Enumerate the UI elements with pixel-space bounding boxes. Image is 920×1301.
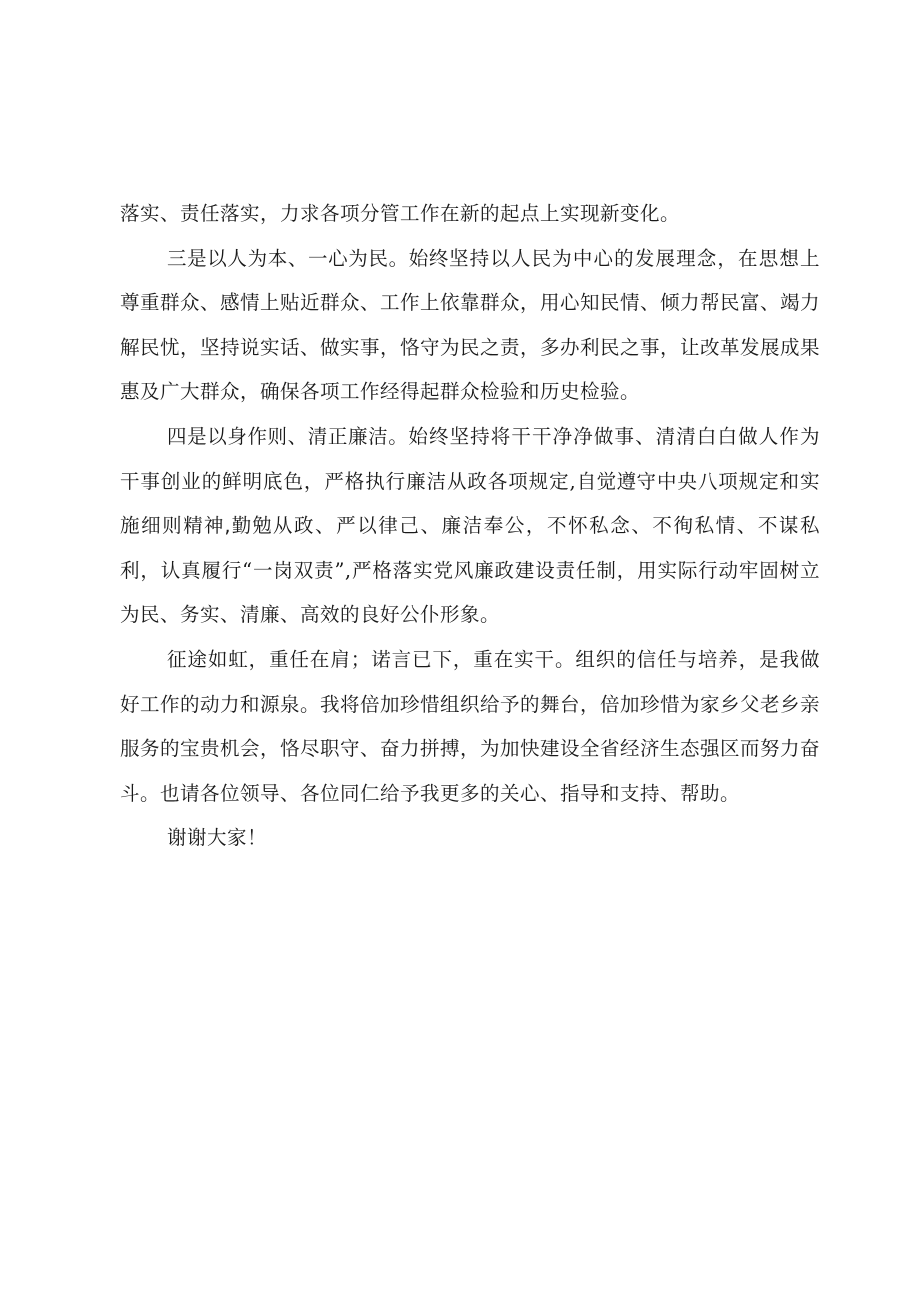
paragraph-text: 坚持以人民为中心的发展理念，在思想上尊重群众、感情上贴近群众、工作上依靠群众，用心知民情、倾力帮民富、竭力解民忧，坚持说实话、做实事，恪守为民之责，多办利民之事，让改革发展成果惠及广大群众，确保各项工作经得起群众检验和历史检验。 <box>120 246 821 404</box>
paragraph-text-sans: 自觉遵 <box>576 469 637 493</box>
paragraph-continuation <box>120 192 820 237</box>
paragraph-text: 始终坚持将干干净净做事、清清白白做人作为干事创业的鲜明底色，严格执行廉洁从政各项规定, <box>120 424 820 493</box>
paragraph-text-sans: 精神,勤勉 <box>183 514 273 538</box>
paragraph-text: 从政、严以律己、廉洁奉公，不怀私念、不徇私情、不谋私利，认真履行“一岗双责”,严格落实党风廉政建设责任制，用实际行动牢固树立为民、务实、清廉、高效的良好公仆形象。 <box>120 514 820 627</box>
paragraph-people-first <box>120 237 820 415</box>
paragraph-text: 守中央八项规定和实施细则 <box>120 469 820 538</box>
paragraph-text: 征途如虹，重任在肩；诺言已下，重在实干。组织的信任与培养，是我做好工作的动力和源泉。我将倍加珍惜组织给予的舞台，倍加珍惜为家乡父老乡亲服务的宝贵机会，恪尽职守、奋力拼搏，为加快建设全省经济生态强区而努力奋斗。也请各位领导、各位同仁给予我更多的关心、指导和支持、帮助。 <box>120 647 821 805</box>
paragraph-heading: 四是以身作则、清正廉洁。 <box>167 424 409 448</box>
paragraph-heading: 三是以人为本、一心为民。始终 <box>167 246 450 270</box>
paragraph-closing <box>120 816 820 861</box>
paragraph-text: 落实、责任落实，力求各项分管工作在新的起点上实现新变化。 <box>120 202 681 225</box>
paragraph-integrity <box>120 415 820 638</box>
closing-text: 谢谢大家！ <box>167 826 268 850</box>
paragraph-commitment <box>120 638 820 816</box>
document-body <box>120 192 820 861</box>
